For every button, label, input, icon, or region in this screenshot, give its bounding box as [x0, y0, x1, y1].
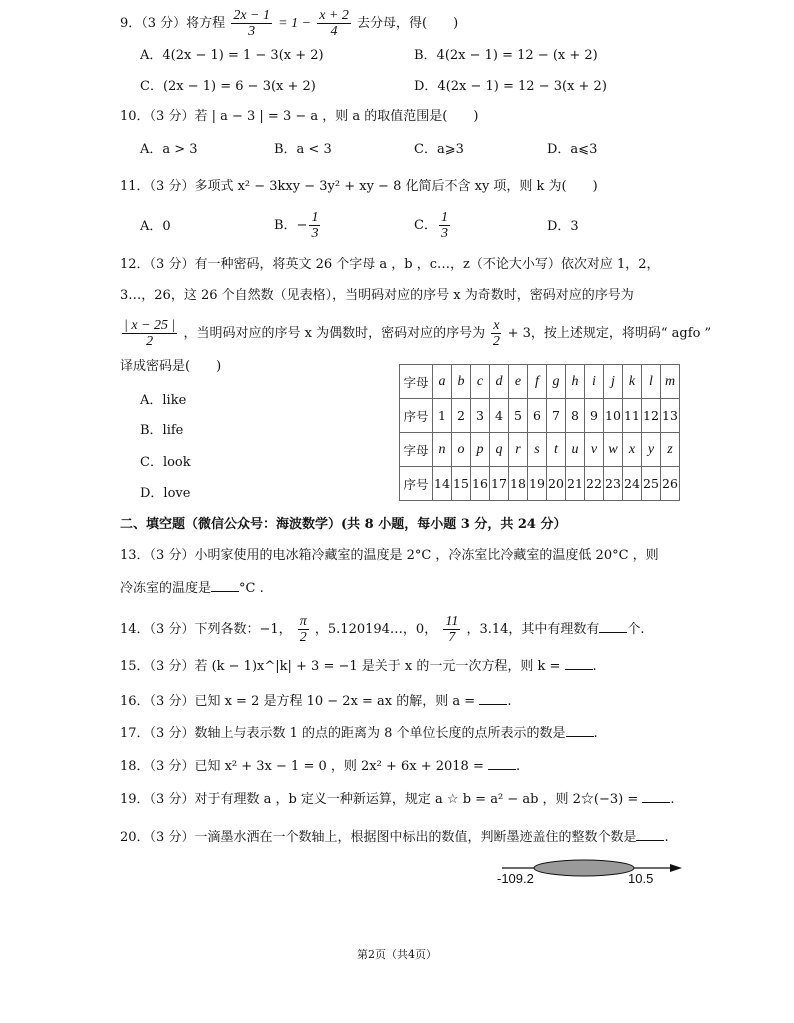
q12-fraction-1: $\frac{| x - 25 |}{2}$: [124, 318, 176, 349]
table-cell: 16: [471, 467, 490, 501]
q12-fraction-2: $\frac{x}{2}$: [492, 318, 500, 349]
q9-option-c[interactable]: C．(2x − 1) = 6 − 3(x + 2): [140, 79, 316, 94]
table-cell: 1: [433, 399, 452, 433]
table-cell: 25: [642, 467, 661, 501]
table-cell: m: [661, 365, 680, 399]
table-cell: 10: [604, 399, 623, 433]
q13-line-1: 13．（3 分）小明家使用的电冰箱冷藏室的温度是 2°C ，冷冻室比冷藏室的温度低 20°C ，则: [120, 548, 659, 563]
page-footer: 第2页（共4页）: [357, 948, 437, 961]
table-cell: q: [490, 433, 509, 467]
table-cell: 7: [547, 399, 566, 433]
cipher-table: [399, 364, 680, 501]
q13-answer-blank[interactable]: [211, 579, 239, 592]
table-cell: 24: [623, 467, 642, 501]
question-16: 16．（3 分）已知 x = 2 是方程 10 − 2x = ax 的解，则 a = .: [120, 694, 512, 709]
table-cell: c: [471, 365, 490, 399]
table-cell: x: [623, 433, 642, 467]
question-9: [120, 8, 458, 39]
q17-answer-blank[interactable]: [566, 724, 594, 737]
table-header-number: 序号: [400, 467, 433, 501]
q9-fraction-2: $\frac{x + 2}{4}$: [319, 8, 349, 39]
table-cell: s: [528, 433, 547, 467]
table-cell: 13: [661, 399, 680, 433]
table-row-letters-2: [400, 433, 680, 467]
question-14: 14．（3 分）下列各数：−1， $\frac{\pi}{2}$ ，5.120194…，0， $\frac{11}{7}$ ，3.14，其中有理数有 个.: [120, 614, 645, 645]
table-cell: v: [585, 433, 604, 467]
table-cell: 9: [585, 399, 604, 433]
table-row-numbers-1: [400, 399, 680, 433]
table-cell: y: [642, 433, 661, 467]
question-17: 17．（3 分）数轴上与表示数 1 的点的距离为 8 个单位长度的点所表示的数是 .: [120, 726, 598, 741]
q11-option-d[interactable]: D．3: [547, 219, 579, 234]
table-cell: 15: [452, 467, 471, 501]
number-line-label-left: -109.2: [497, 871, 534, 886]
table-cell: 14: [433, 467, 452, 501]
q11-option-a[interactable]: A．0: [140, 219, 171, 234]
table-cell: 11: [623, 399, 642, 433]
q9-fraction-1: $\frac{2x - 1}{3}$: [233, 8, 270, 39]
table-cell: 18: [509, 467, 528, 501]
section-heading: 二、填空题（微信公众号：海波数学）(共 8 小题，每小题 3 分，共 24 分）: [120, 517, 567, 532]
table-cell: 20: [547, 467, 566, 501]
table-cell: j: [604, 365, 623, 399]
q10-option-d[interactable]: D．a⩽3: [547, 142, 598, 157]
table-cell: e: [509, 365, 528, 399]
table-cell: 2: [452, 399, 471, 433]
q12-option-c[interactable]: C．look: [140, 455, 191, 470]
table-cell: r: [509, 433, 528, 467]
q14-answer-blank[interactable]: [599, 620, 627, 633]
table-cell: n: [433, 433, 452, 467]
q10-option-a[interactable]: A．a > 3: [140, 142, 198, 157]
q9-option-a[interactable]: A．4(2x − 1) = 1 − 3(x + 2): [140, 48, 324, 63]
table-cell: h: [566, 365, 585, 399]
table-cell: d: [490, 365, 509, 399]
table-cell: o: [452, 433, 471, 467]
q12-option-d[interactable]: D．love: [140, 486, 191, 501]
table-cell: 23: [604, 467, 623, 501]
q12-line-4: 译成密码是( ): [120, 359, 222, 374]
table-cell: 12: [642, 399, 661, 433]
q9-tail: 去分母，得( ): [357, 16, 459, 31]
q19-answer-blank[interactable]: [642, 790, 670, 803]
q14-fraction-11-7: $\frac{11}{7}$: [445, 614, 459, 645]
table-cell: l: [642, 365, 661, 399]
q9-option-d[interactable]: D．4(2x − 1) = 12 − 3(x + 2): [414, 79, 607, 94]
ink-blot: [534, 860, 634, 876]
question-18: 18．（3 分）已知 x² + 3x − 1 = 0 ，则 2x² + 6x + 2018 = .: [120, 759, 521, 774]
q12-line-3: $\frac{| x - 25 |}{2}$ ，当明码对应的序号 x 为偶数时，密码对应的序号为 $\frac{x}{2}$ + 3，按上述规定，将明码“ agfo ”: [124, 318, 712, 349]
table-cell: 8: [566, 399, 585, 433]
table-cell: 3: [471, 399, 490, 433]
q13-line-2: 冷冻室的温度是 °C .: [120, 581, 264, 596]
q11-option-c[interactable]: C． $\frac{1}{3}$: [414, 210, 448, 241]
question-10: 10．（3 分）若 | a − 3 | = 3 − a ，则 a 的取值范围是( ): [120, 109, 479, 124]
question-15: 15．（3 分）若 (k − 1)x^|k| + 3 = −1 是关于 x 的一元一次方程，则 k = .: [120, 659, 597, 674]
q12-option-b[interactable]: B．life: [140, 423, 184, 438]
table-cell: f: [528, 365, 547, 399]
question-11: 11．（3 分）多项式 x² − 3kxy − 3y² + xy − 8 化简后不含 xy 项，则 k 为( ): [120, 179, 598, 194]
q11-option-b[interactable]: B．− $\frac{1}{3}$: [274, 210, 319, 241]
table-cell: t: [547, 433, 566, 467]
q20-answer-blank[interactable]: [636, 828, 664, 841]
table-cell: 21: [566, 467, 585, 501]
table-row-numbers-2: [400, 467, 680, 501]
table-cell: 6: [528, 399, 547, 433]
q16-answer-blank[interactable]: [479, 692, 507, 705]
q14-fraction-pi: $\frac{\pi}{2}$: [299, 614, 307, 645]
table-row-letters-1: [400, 365, 680, 399]
table-cell: 17: [490, 467, 509, 501]
table-cell: a: [433, 365, 452, 399]
q10-option-b[interactable]: B．a < 3: [274, 142, 332, 157]
table-cell: 19: [528, 467, 547, 501]
question-20: 20．（3 分）一滴墨水洒在一个数轴上，根据图中标出的数值，判断墨迹盖住的整数个数是 .: [120, 830, 669, 845]
table-cell: 26: [661, 467, 680, 501]
table-cell: u: [566, 433, 585, 467]
q9-option-b[interactable]: B．4(2x − 1) = 12 − (x + 2): [414, 48, 598, 63]
table-cell: k: [623, 365, 642, 399]
table-header-number: 序号: [400, 399, 433, 433]
number-line-label-right: 10.5: [628, 871, 654, 886]
q9-mid: = 1 −: [278, 16, 312, 31]
q12-line-2: 3…，26，这 26 个自然数（见表格），当明码对应的序号 x 为奇数时，密码对应的序号为: [120, 288, 634, 303]
table-cell: w: [604, 433, 623, 467]
table-cell: z: [661, 433, 680, 467]
question-19: 19．（3 分）对于有理数 a ，b 定义一种新运算，规定 a ☆ b = a² − ab ，则 2☆(−3) = .: [120, 792, 675, 807]
table-header-letter: 字母: [400, 365, 433, 399]
table-header-letter: 字母: [400, 433, 433, 467]
q9-lead: 9．（3 分）将方程: [120, 16, 226, 31]
table-cell: b: [452, 365, 471, 399]
q12-line-1: 12．（3 分）有一种密码，将英文 26 个字母 a ，b ，c…，z（不论大小写）依次对应 1，2，: [120, 257, 660, 272]
q15-answer-blank[interactable]: [565, 657, 593, 670]
q12-option-a[interactable]: A．like: [140, 393, 187, 408]
table-cell: i: [585, 365, 604, 399]
table-cell: 4: [490, 399, 509, 433]
table-cell: g: [547, 365, 566, 399]
q10-option-c[interactable]: C．a⩾3: [414, 142, 464, 157]
q18-answer-blank[interactable]: [488, 757, 516, 770]
table-cell: p: [471, 433, 490, 467]
table-cell: 5: [509, 399, 528, 433]
table-cell: 22: [585, 467, 604, 501]
arrow-icon: [670, 864, 682, 872]
